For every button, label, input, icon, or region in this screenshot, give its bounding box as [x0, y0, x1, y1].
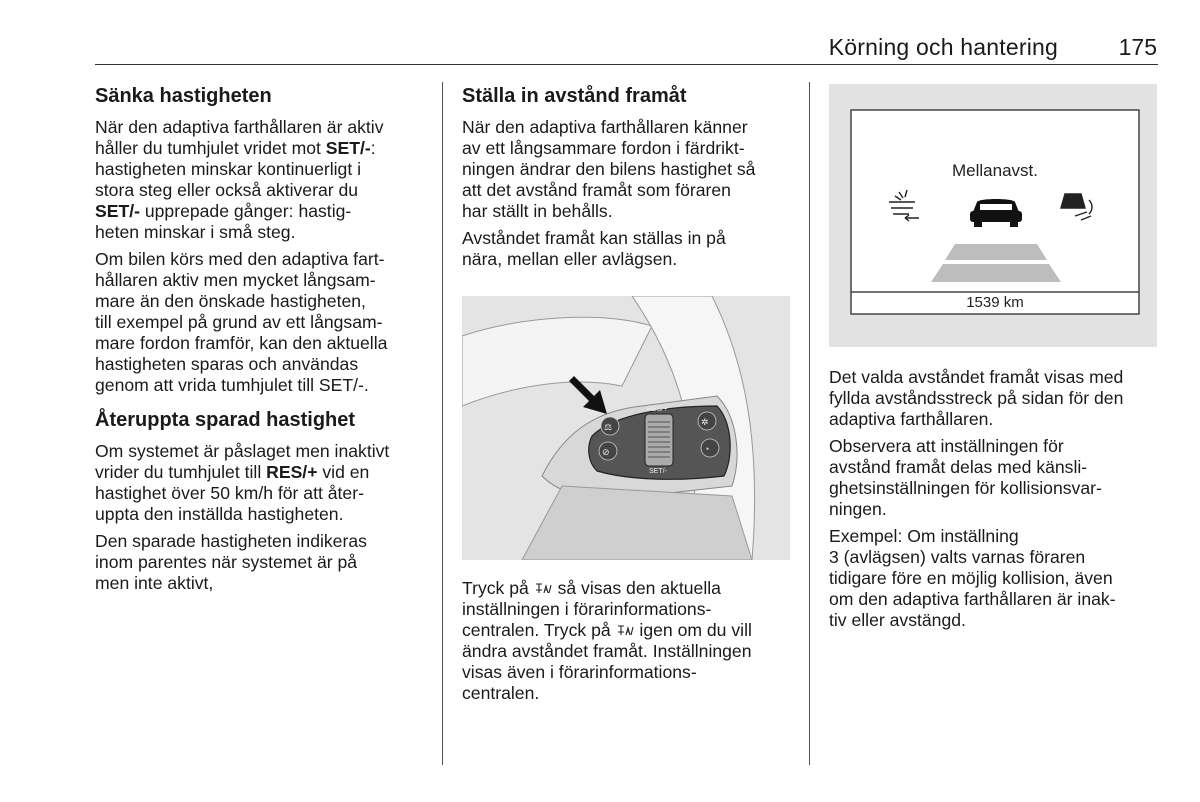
text-line: centralen. — [462, 683, 540, 703]
odometer-reading: 1539 km — [966, 294, 1024, 311]
text-line: ändra avståndet framåt. Inställningen — [462, 641, 752, 661]
text-line: 3 (avlägsen) valts varnas föraren — [829, 547, 1086, 567]
text-line: Det valda avståndet framåt visas med — [829, 367, 1124, 387]
text-line: hastigheten minskar kontinuerligt i — [95, 159, 362, 179]
text-line: om den adaptiva farthållaren är inak- — [829, 589, 1116, 609]
paragraph — [829, 367, 1161, 430]
text-line: till exempel på grund av ett långsam- — [95, 312, 383, 332]
text-line: ghetsinställningen för kollisionsvar- — [829, 478, 1102, 498]
distance-setting-icon — [534, 581, 553, 595]
text-line: uppta den inställda hastigheten. — [95, 504, 344, 524]
distance-setting-icon — [616, 623, 635, 637]
text-line: hastigheten sparas och användas — [95, 354, 359, 374]
text-line: Avståndet framåt kan ställas in på — [462, 228, 726, 248]
set-label: SET/- — [649, 468, 667, 475]
text-line: visas även i förarinformations- — [462, 662, 697, 682]
paragraph — [829, 436, 1161, 520]
paragraph — [462, 228, 797, 270]
text-line: fyllda avståndsstreck på sidan för den — [829, 388, 1124, 408]
text-line: hållaren aktiv men mycket långsam- — [95, 270, 376, 290]
text-line: Den sparade hastigheten indikeras — [95, 531, 367, 551]
paragraph — [95, 531, 430, 594]
column-2 — [462, 84, 797, 276]
header-rule — [95, 64, 1158, 65]
display-mode-label: Mellanavst. — [952, 161, 1038, 180]
text-line: hastighet över 50 km/h för att åter- — [95, 483, 364, 503]
paragraph — [95, 441, 430, 525]
text-line: genom att vrida tumhjulet till SET/-. — [95, 375, 369, 395]
paragraph — [462, 117, 797, 222]
text-line: Tryck på så visas den aktuella — [462, 578, 721, 598]
heading-ateruppta: Återuppta sparad hastighet — [95, 409, 356, 431]
paragraph — [829, 526, 1161, 631]
distance-bar-near — [945, 244, 1047, 260]
page-number: 175 — [1118, 34, 1157, 60]
text-line: håller du tumhjulet vridet mot SET/-: — [95, 138, 376, 158]
svg-text:⚖: ⚖ — [604, 422, 613, 432]
text-line: avstånd framåt delas med känsli- — [829, 457, 1088, 477]
heading-sanka-hastigheten: Sänka hastigheten — [95, 85, 272, 107]
column-divider-1 — [442, 82, 443, 765]
text-line: adaptiva farthållaren. — [829, 409, 994, 429]
steering-wheel-illustration — [462, 296, 790, 560]
text-line: att det avstånd framåt som föraren — [462, 180, 731, 200]
column-2-bottom — [462, 578, 797, 710]
res-label: RES/+ — [647, 406, 668, 413]
text-line: När den adaptiva farthållaren är aktiv — [95, 117, 384, 137]
text-line: har ställt in behålls. — [462, 201, 613, 221]
text-line: ningen ändrar den bilens hastighet så — [462, 159, 756, 179]
text-line: ningen. — [829, 499, 887, 519]
svg-text:◔: ◔ — [704, 444, 710, 454]
text-line: inom parentes när systemet är på — [95, 552, 358, 572]
svg-text:⊘: ⊘ — [602, 447, 610, 457]
column-1 — [95, 84, 430, 600]
text-line: Om bilen körs med den adaptiva fart- — [95, 249, 385, 269]
text-line: mare fordon framför, kan den aktuella — [95, 333, 388, 353]
column-3 — [829, 367, 1161, 637]
text-line: När den adaptiva farthållaren känner — [462, 117, 748, 137]
text-line: av ett långsammare fordon i färdrikt- — [462, 138, 745, 158]
text-line: Observera att inställningen för — [829, 436, 1064, 456]
distance-bar-mid — [931, 264, 1061, 282]
text-line: Om systemet är påslaget men inaktivt — [95, 441, 390, 461]
page-header-title: Körning och hantering — [828, 34, 1058, 60]
text-line: centralen. Tryck på igen om du vill — [462, 620, 752, 640]
text-line: vrider du tumhjulet till RES/+ vid en — [95, 462, 370, 482]
text-line: men inte aktivt, — [95, 573, 214, 593]
text-line: inställningen i förarinformations- — [462, 599, 712, 619]
text-line: tiv eller avstängd. — [829, 610, 966, 630]
text-line: SET/- upprepade gånger: hastig- — [95, 201, 352, 221]
text-line: Exempel: Om inställning — [829, 526, 1019, 546]
paragraph — [462, 578, 797, 704]
heading-stalla-in-avstand: Ställa in avstånd framåt — [462, 85, 687, 107]
paragraph — [95, 249, 430, 396]
text-line: heten minskar i små steg. — [95, 222, 296, 242]
svg-text:✲: ✲ — [701, 417, 709, 427]
paragraph — [95, 117, 430, 243]
column-divider-2 — [809, 82, 810, 765]
text-line: stora steg eller också aktiverar du — [95, 180, 359, 200]
driver-info-display-illustration — [829, 84, 1157, 347]
text-line: nära, mellan eller avlägsen. — [462, 249, 678, 269]
text-line: mare än den önskade hastigheten, — [95, 291, 366, 311]
text-line: tidigare före en möjlig kollision, även — [829, 568, 1113, 588]
